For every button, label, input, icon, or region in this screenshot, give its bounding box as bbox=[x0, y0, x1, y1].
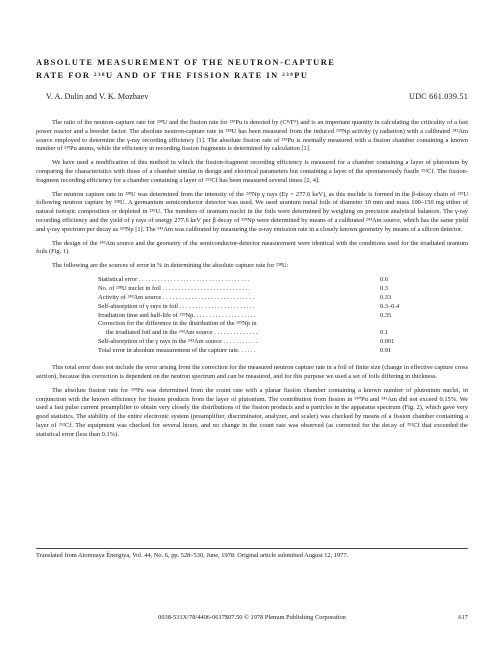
translation-footnote: Translated from Atomnaya Énergiya, Vol. 44, No. 6, pp. 528–530, June, 1978. Original article submitted August 12, 1977. bbox=[36, 548, 468, 561]
table-row bbox=[98, 303, 416, 312]
error-label: Activity of ²⁴³Am source . . . . . . . . . . . . . . . . . . . . . . . . . . . . . bbox=[98, 293, 255, 301]
error-value: 0.3 bbox=[380, 284, 388, 292]
table-row bbox=[98, 312, 416, 321]
paragraph: This total error does not include the error arising from the correction for the measured neutron capture rate in a foil of finite size (change in effective capture cross section), because this correction is dependent on the neutron spectrum and can be measured, and for this purpose we used a set of foils differing in thickness. bbox=[36, 364, 468, 380]
title-line-1: ABSOLUTE MEASUREMENT OF THE NEUTRON-CAPTURE bbox=[36, 58, 336, 67]
paragraph: The ratio of the neutron-capture rate for ²³⁸U and the fission rate for ²³⁹Pu is denoted by (C⁸/F⁹) and is an important quantity in calculating the criticality of a fast power reactor and a breeder factor. The absolute neutron-capture rate in ²³⁸U has been measured from the induced ²³⁹Np activity (γ radiation) with a calibrated ²⁴³Am source employed to determine the γ-ray recording efficiency [1]. The absolute fission rate of ²³⁹Pu is normally measured with a fission chamber containing a known number of ²³⁹Pu atoms, while the efficiency in recording fission fragments is determined by calculation [1]. bbox=[36, 119, 468, 153]
error-value: 0.3–0.4 bbox=[380, 302, 400, 310]
error-label: Irradiation time and half-life of ²³⁹Np. . . . . . . . . . . . . . . . . . . . bbox=[98, 311, 256, 319]
table-row bbox=[98, 347, 416, 356]
error-value: 0.6 bbox=[380, 275, 388, 283]
error-label: No. of ²³⁸U nuclei in foil . . . . . . . . . . . . . . . . . . . . . . . . . . . . bbox=[98, 284, 251, 292]
error-label: Self-absorption of the γ rays in the ²⁴³Am source . . . . . . . . . . . bbox=[98, 338, 258, 346]
page-number: 617 bbox=[458, 614, 468, 621]
paragraph: The design of the ²⁴³Am source and the geometry of the semiconductor-detector measurement were identical with the conditions used for the irradiated uranium foils (Fig. 1). bbox=[36, 239, 468, 256]
error-sources-table bbox=[98, 276, 416, 356]
error-value: 0.35 bbox=[380, 311, 392, 319]
error-label: Statistical error . . . . . . . . . . . . . . . . . . . . . . . . . . . . . . . . . . . bbox=[98, 275, 250, 283]
paragraph: The following are the sources of error in % in determining the absolute capture rate for ²³⁸U: bbox=[52, 262, 289, 270]
table-row bbox=[98, 276, 416, 285]
udc-code: UDC 661.039.51 bbox=[409, 92, 468, 101]
table-row bbox=[98, 320, 416, 329]
table-row bbox=[98, 285, 416, 294]
copyright-line: 0038-531X/78/4406-0617$07.50 © 1978 Plenum Publishing Corporation bbox=[158, 614, 346, 621]
error-value: 0.1 bbox=[380, 329, 388, 337]
article-title bbox=[36, 56, 468, 82]
title-line-2: RATE FOR ²³⁸U AND OF THE FISSION RATE IN ²³⁹PU bbox=[36, 71, 309, 80]
error-value bbox=[380, 320, 416, 329]
paragraph: The absolute fission rate for ²³⁹Pu was determined from the count rate with a planar fission chamber containing a known number of plutonium nuclei, in conjunction with the known efficiency for fission products from the layer of plutonium. The contribution from fission in ²⁴⁰Pu and ²⁴¹Am did not exceed 0.15%. We used a fast pulse current preamplifier to obtain very closely the distributions of the fission products and α particles in the apparatus spectrum (Fig. 2), which gave very good statistics. The stability of the entire electronic system (preamplifier, discriminator, analyzer, and scaler) was checked by means of a fission chamber containing a layer of ²⁵²Cf. The equipment was checked for several hours, and no change in the count rate was observed (as corrected for the decay of ²⁵²Cf that exceeded the statistical error (less than 0.1%). bbox=[36, 386, 468, 438]
table-row bbox=[98, 294, 416, 303]
article-body bbox=[36, 119, 468, 439]
error-label: Correction for the difference in the distribution of the ²³⁹Np in bbox=[98, 320, 257, 328]
table-row bbox=[98, 338, 416, 347]
error-value: 0.91 bbox=[380, 347, 392, 355]
error-label: Total error in absolute measurement of the capture rate. . . . . . bbox=[98, 347, 256, 355]
error-value: 0.33 bbox=[380, 293, 392, 301]
error-label: Self-absorption of γ rays in foil . . . . . . . . . . . . . . . . . . . . . . . . bbox=[98, 302, 255, 310]
error-label: the irradiated foil and in the ²⁴³Am source . . . . . . . . . . . . . . bbox=[106, 329, 258, 337]
byline bbox=[36, 92, 468, 101]
error-value: 0.001 bbox=[380, 338, 395, 346]
authors: V. A. Dulin and V. K. Mozhaev bbox=[46, 92, 149, 101]
table-row bbox=[98, 329, 416, 338]
paragraph: The neutron capture rate in ²³⁸U was determined from the intensity of the ²³⁹Np γ rays (Eγ = 277.6 keV), as this nuclide is formed in the β-decay chain of ²³⁹U following neutron capture by ²³⁸U. A germanium semiconductor detector was used. We used uranium metal foils of diameter 10 mm and mass 100–150 mg either of natural isotopic composition or depleted in ²³⁵U. The numbers of uranium nuclei in the foils were determined by weighing on precision analytical balances. The γ-ray recording efficiency and the yield of γ rays of energy 277.6 keV per β decay of ²³⁹Np were determined by means of a calibrated ²⁴³Am source, which has the same yield and γ-ray spectrum per decay as ²³⁹Np [1]. The ²⁴³Am was calibrated by measuring the α-ray emission rate in a closely known geometry by means of a silicon detector. bbox=[36, 190, 468, 233]
page-footer bbox=[36, 614, 468, 621]
paragraph: We have used a modification of this method in which the fission-fragment recording efficiency is measured for a chamber containing a layer of plutonium by comparing the characteristics with those of a chamber similar in design and electrical parameters but containing a layer of the spontaneously fissile ²⁵²Cf. The fission-fragment recording efficiency for a chamber containing a layer of ²⁵²Cf has been measured several times [2, 4]. bbox=[36, 159, 468, 184]
